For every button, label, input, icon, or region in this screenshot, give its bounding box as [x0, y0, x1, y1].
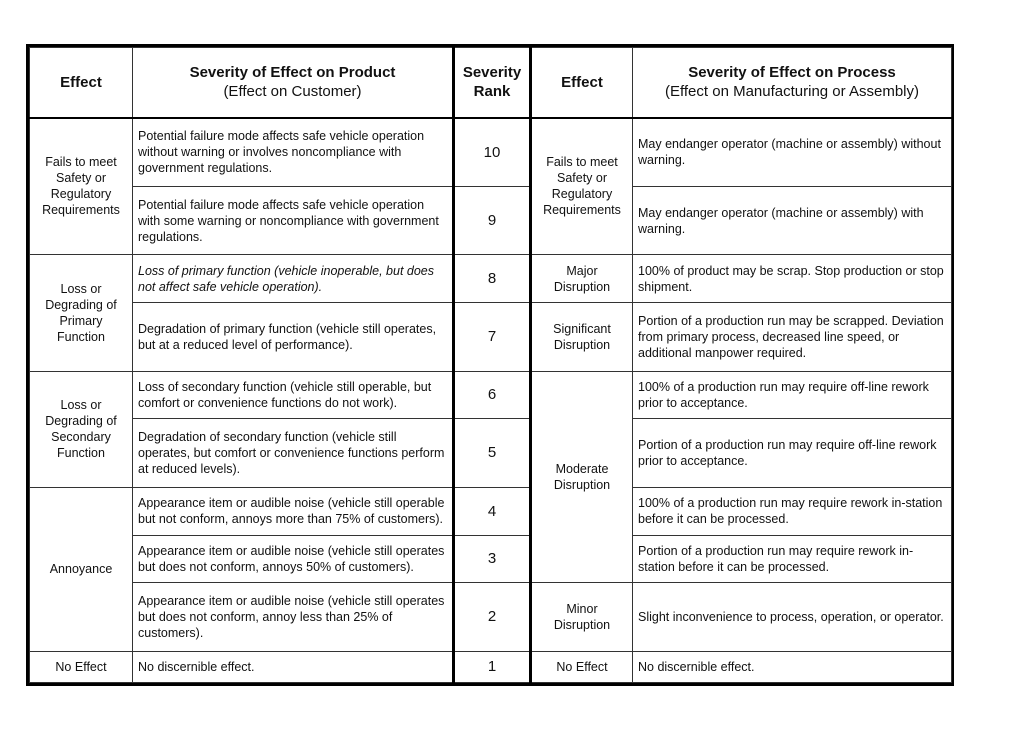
table-row: [30, 187, 952, 255]
table-row: [30, 303, 952, 371]
process-description: Portion of a production run may require off-line rework prior to acceptance.: [633, 419, 952, 487]
process-effect-group: No Effect: [531, 651, 633, 682]
table-row: [30, 371, 952, 419]
severity-rank-cell: 3: [454, 535, 531, 583]
header-product-severity: [133, 48, 454, 118]
product-effect-group: Loss or Degrading of Secondary Function: [30, 371, 133, 487]
product-description: Potential failure mode affects safe vehicle operation without warning or involves noncompliance with government regulations.: [133, 118, 454, 187]
severity-rank-cell: 1: [454, 651, 531, 682]
process-effect-group: Fails to meet Safety or Regulatory Requirements: [531, 118, 633, 255]
table-row: [30, 583, 952, 651]
header-process-title: Severity of Effect on Process: [688, 64, 896, 82]
table-row: [30, 487, 952, 535]
header-effect-product: Effect: [30, 48, 133, 118]
process-description: No discernible effect.: [633, 651, 952, 682]
process-description: Portion of a production run may be scrapped. Deviation from primary process, decreased line speed, or additional manpower required.: [633, 303, 952, 371]
process-description: May endanger operator (machine or assembly) without warning.: [633, 118, 952, 187]
header-row: [30, 48, 952, 118]
process-description: Slight inconvenience to process, operation, or operator.: [633, 583, 952, 651]
severity-rank-cell: 8: [454, 255, 531, 303]
header-product-sub: (Effect on Customer): [223, 83, 362, 101]
header-effect-process: Effect: [531, 48, 633, 118]
product-effect-group: No Effect: [30, 651, 133, 682]
product-description: No discernible effect.: [133, 651, 454, 682]
process-effect-group: Moderate Disruption: [531, 371, 633, 583]
product-description: Potential failure mode affects safe vehicle operation with some warning or noncompliance with government regulations.: [133, 187, 454, 255]
product-description: Appearance item or audible noise (vehicle still operable but not conform, annoys more than 75% of customers).: [133, 487, 454, 535]
product-description: Loss of primary function (vehicle inoperable, but does not affect safe vehicle operation).: [133, 255, 454, 303]
table-row: [30, 255, 952, 303]
header-severity-rank: Severity Rank: [454, 48, 531, 118]
severity-rank-cell: 7: [454, 303, 531, 371]
table-row: [30, 419, 952, 487]
severity-rank-cell: 4: [454, 487, 531, 535]
product-effect-group: Annoyance: [30, 487, 133, 651]
product-effect-group: Fails to meet Safety or Regulatory Requirements: [30, 118, 133, 255]
product-description: Loss of secondary function (vehicle still operable, but comfort or convenience functions do not work).: [133, 371, 454, 419]
table-row: [30, 118, 952, 187]
severity-rank-cell: 6: [454, 371, 531, 419]
header-product-title: Severity of Effect on Product: [189, 64, 396, 82]
table-row: [30, 651, 952, 682]
severity-rank-cell: 9: [454, 187, 531, 255]
severity-rank-cell: 2: [454, 583, 531, 651]
process-description: 100% of product may be scrap. Stop production or stop shipment.: [633, 255, 952, 303]
process-effect-group: Significant Disruption: [531, 303, 633, 371]
process-description: 100% of a production run may require rework in-station before it can be processed.: [633, 487, 952, 535]
header-process-sub: (Effect on Manufacturing or Assembly): [664, 83, 919, 101]
product-description: Degradation of secondary function (vehicle still operates, but comfort or convenience functions perform at reduced levels).: [133, 419, 454, 487]
process-effect-group: Minor Disruption: [531, 583, 633, 651]
severity-table: [26, 44, 954, 686]
product-description: Appearance item or audible noise (vehicle still operates but does not conform, annoys 50% of customers).: [133, 535, 454, 583]
severity-rank-cell: 5: [454, 419, 531, 487]
process-description: Portion of a production run may require rework in-station before it can be processed.: [633, 535, 952, 583]
product-description: Degradation of primary function (vehicle still operates, but at a reduced level of performance).: [133, 303, 454, 371]
product-description: Appearance item or audible noise (vehicle still operates but does not conform, annoy less than 25% of customers).: [133, 583, 454, 651]
process-effect-group: Major Disruption: [531, 255, 633, 303]
header-process-severity: [633, 48, 952, 118]
table-row: [30, 535, 952, 583]
process-description: May endanger operator (machine or assembly) with warning.: [633, 187, 952, 255]
product-effect-group: Loss or Degrading of Primary Function: [30, 255, 133, 371]
process-description: 100% of a production run may require off-line rework prior to acceptance.: [633, 371, 952, 419]
severity-rank-table: [29, 47, 952, 683]
severity-rank-cell: 10: [454, 118, 531, 187]
